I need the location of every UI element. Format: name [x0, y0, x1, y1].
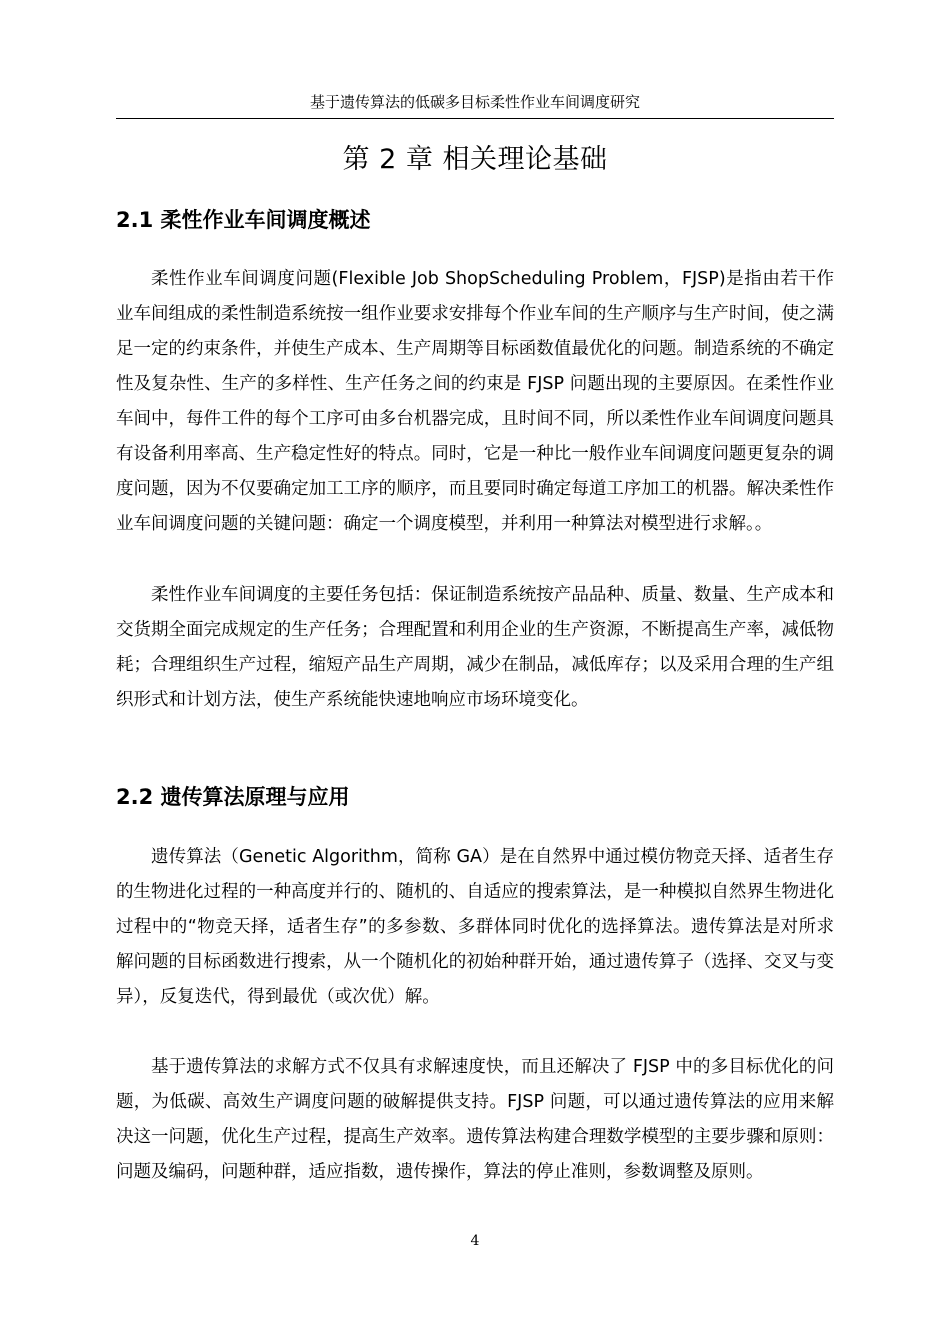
chapter-title: 第 2 章 相关理论基础 [342, 144, 608, 175]
header-divider [116, 118, 834, 119]
paragraph-ga-definition: 遗传算法（Genetic Algorithm，简称 GA）是在自然界中通过模仿物竞天择、适者生存的生物进化过程的一种高度并行的、随机的、自适应的搜索算法，是一种模拟自然界生物进化过程中的“物竞天择，适者生存”的多参数、多群体同时优化的选择算法。遗传算法是对所求解问题的目标函数进行搜索，从一个随机化的初始种群开始，通过遗传算子（选择、交叉与变异），反复迭代，得到最优（或次优）解。 [116, 847, 834, 1007]
paragraph-ga-application: 基于遗传算法的求解方式不仅具有求解速度快，而且还解决了 FJSP 中的多目标优化的问题，为低碳、高效生产调度问题的破解提供支持。FJSP 问题，可以通过遗传算法的应用来解决这一问题，优化生产过程，提高生产效率。遗传算法构建合理数学模型的主要步骤和原则：问题及编码，问题种群，适应指数，遗传操作，算法的停止准则，参数调整及原则。 [116, 1057, 834, 1182]
paragraph-fjsp-tasks: 柔性作业车间调度的主要任务包括：保证制造系统按产品品种、质量、数量、生产成本和交货期全面完成规定的生产任务；合理配置和利用企业的生产资源，不断提高生产率，减低物耗；合理组织生产过程，缩短产品生产周期，减少在制品，减低库存；以及采用合理的生产组织形式和计划方法，使生产系统能快速地响应市场环境变化。 [116, 585, 834, 710]
paragraph-fjsp-definition: 柔性作业车间调度问题(Flexible Job ShopScheduling Problem，FJSP)是指由若干作业车间组成的柔性制造系统按一组作业要求安排每个作业车间的生产顺序与生产时间，使之满足一定的约束条件，并使生产成本、生产周期等目标函数值最优化的问题。制造系统的不确定性及复杂性、生产的多样性、生产任务之间的约束是 FJSP 问题出现的主要原因。在柔性作业车间中，每件工件的每个工序可由多台机器完成，且时间不同，所以柔性作业车间调度问题具有设备利用率高、生产稳定性好的特点。同时，它是一种比一般作业车间调度问题更复杂的调度问题，因为不仅要确定加工工序的顺序，而且要同时确定每道工序加工的机器。解决柔性作业车间调度问题的关键问题：确定一个调度模型，并利用一种算法对模型进行求解。。 [116, 269, 834, 534]
section-heading-2-1: 2.1 柔性作业车间调度概述 [116, 208, 371, 232]
running-header: 基于遗传算法的低碳多目标柔性作业车间调度研究 [309, 93, 640, 111]
section-heading-2-2: 2.2 遗传算法原理与应用 [116, 785, 350, 809]
page-number: 4 [470, 1233, 480, 1249]
